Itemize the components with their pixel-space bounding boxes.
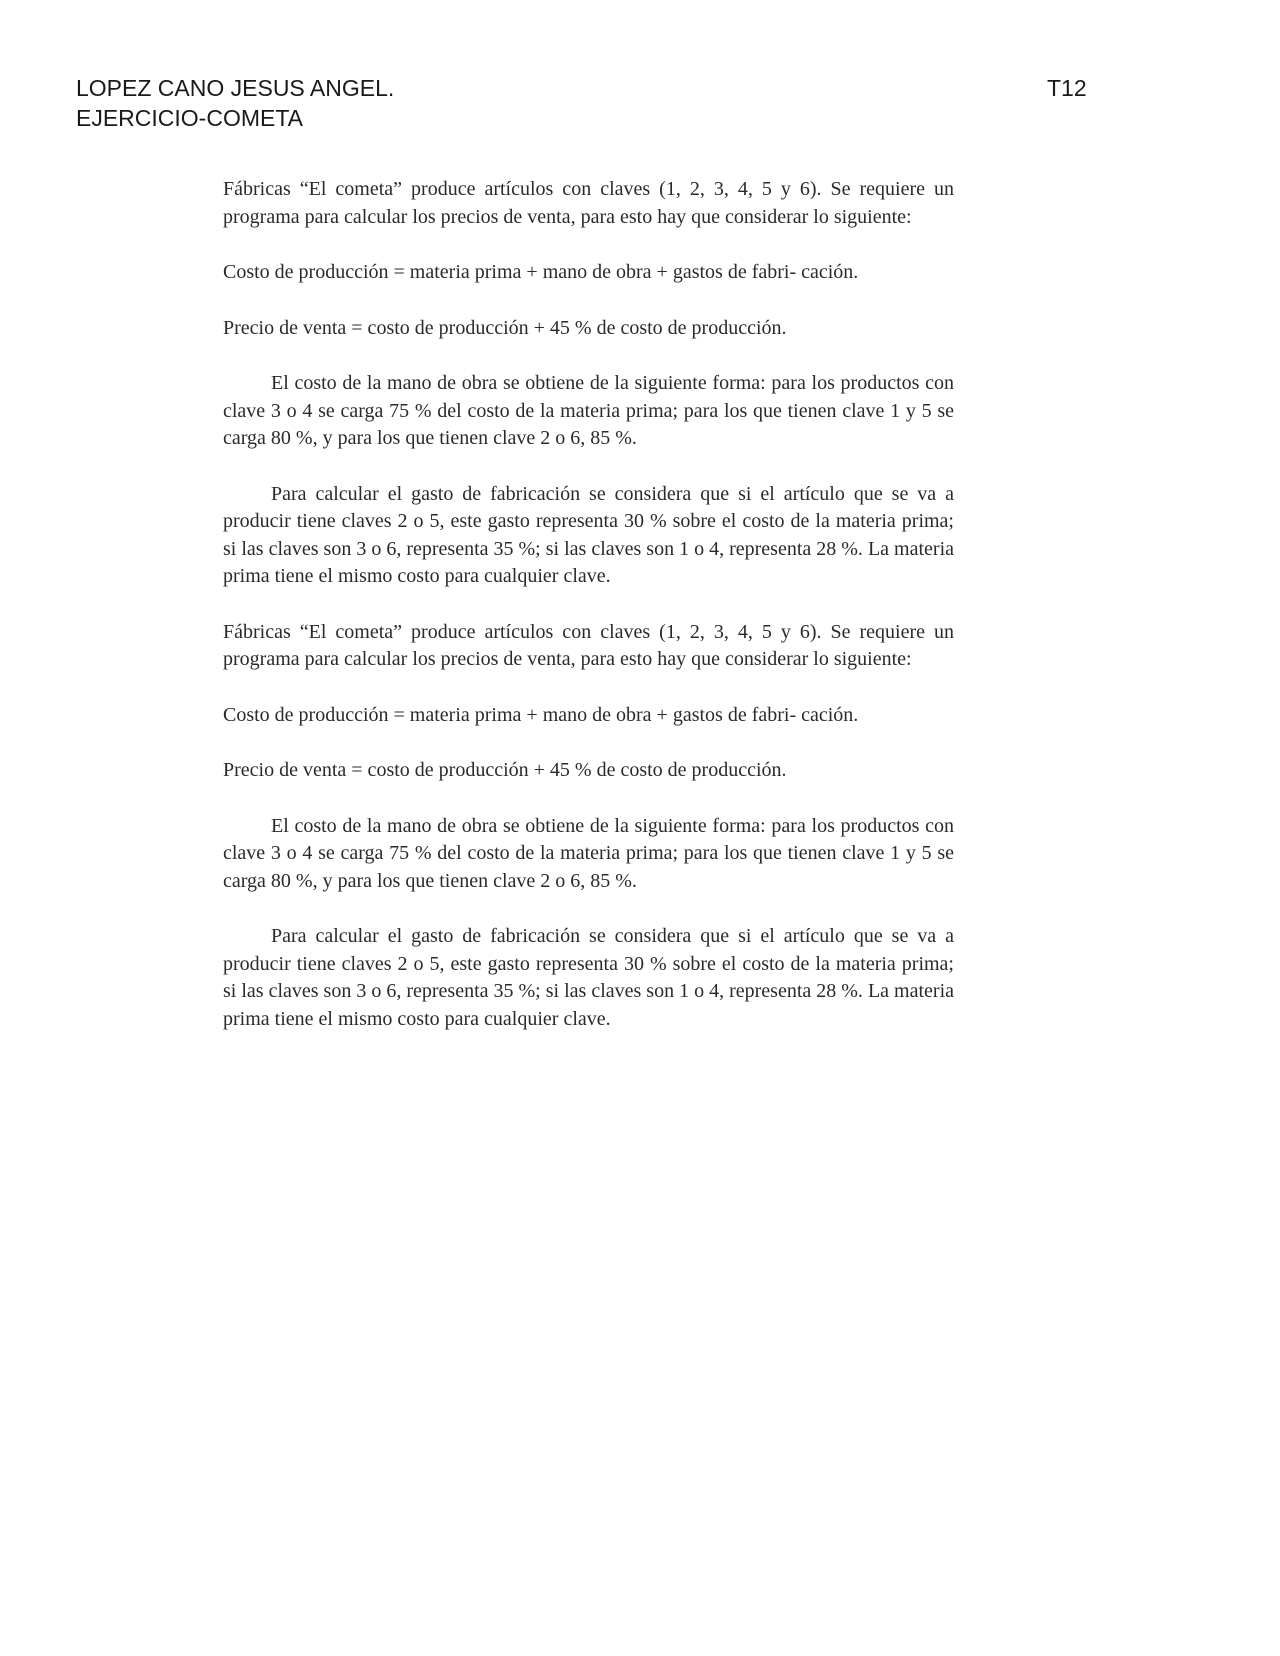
paragraph-intro: Fábricas “El cometa” produce artículos con claves (1, 2, 3, 4, 5 y 6). Se requiere un programa para calcular los precios de venta, para esto hay que considerar lo siguiente: [223, 178, 954, 228]
document-body [223, 176, 954, 1061]
paragraph-manufacturing-cost: Para calcular el gasto de fabricación se considera que si el artículo que se va a producir tiene claves 2 o 5, este gasto representa 30 % sobre el costo de la materia prima; si las claves son 3 o 6, representa 35 %; si las claves son 1 o 4, representa 28 %. La materia prima tiene el mismo costo para cualquier clave. [223, 482, 954, 587]
paragraph-manufacturing-cost-repeat: Para calcular el gasto de fabricación se considera que si el artículo que se va a producir tiene claves 2 o 5, este gasto representa 30 % sobre el costo de la materia prima; si las claves son 3 o 6, representa 35 %; si las claves son 1 o 4, representa 28 %. La materia prima tiene el mismo costo para cualquier clave. [223, 925, 954, 1030]
paragraph-production-cost-formula: Costo de producción = materia prima + mano de obra + gastos de fabri- cación. [223, 261, 859, 283]
paragraph-intro-repeat: Fábricas “El cometa” produce artículos con claves (1, 2, 3, 4, 5 y 6). Se requiere un programa para calcular los precios de venta, para esto hay que considerar lo siguiente: [223, 620, 954, 670]
author-name: LOPEZ CANO JESUS ANGEL. [76, 75, 395, 101]
paragraph-sale-price-formula: Precio de venta = costo de producción + 45 % de costo de producción. [223, 316, 787, 339]
paragraph-sale-price-formula-repeat: Precio de venta = costo de producción + 45 % de costo de producción. [223, 759, 787, 781]
paragraph-labor-cost: El costo de la mano de obra se obtiene de la siguiente forma: para los productos con clave 3 o 4 se carga 75 % del costo de la materia prima; para los que tienen clave 1 y 5 se carga 80 %, y para los que tienen clave 2 o 6, 85 %. [223, 372, 954, 449]
paragraph-labor-cost-repeat: El costo de la mano de obra se obtiene de la siguiente forma: para los productos con clave 3 o 4 se carga 75 % del costo de la materia prima; para los que tienen clave 1 y 5 se carga 80 %, y para los que tienen clave 2 o 6, 85 %. [223, 814, 954, 892]
paragraph-production-cost-formula-repeat: Costo de producción = materia prima + mano de obra + gastos de fabri- cación. [223, 703, 859, 726]
exercise-code: T12 [1047, 75, 1087, 101]
exercise-title: EJERCICIO-COMETA [76, 105, 304, 131]
